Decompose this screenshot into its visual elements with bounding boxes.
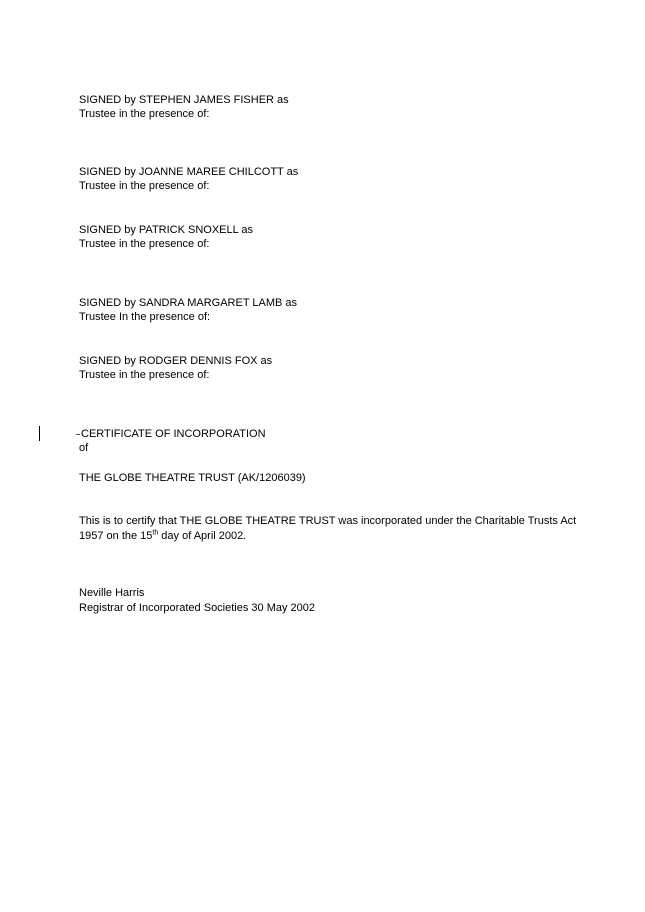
signature-block-3-line-1: SIGNED by PATRICK SNOXELL as <box>79 224 254 236</box>
certificate-ordinal-suffix: th <box>152 529 159 537</box>
signature-block-4-line-1: SIGNED by SANDRA MARGARET LAMB as <box>79 297 298 309</box>
certificate-body-line-2-suffix: day of April 2002. <box>158 530 247 542</box>
signature-block-1-line-1: SIGNED by STEPHEN JAMES FISHER as <box>79 94 289 106</box>
certificate-body-line-2-prefix: 1957 on the 15 <box>79 530 153 542</box>
revision-strike-mark <box>76 434 80 435</box>
signature-block-2-line-2: Trustee in the presence of: <box>79 180 210 192</box>
signature-block-4-line-2: Trustee In the presence of: <box>79 311 211 323</box>
signature-block-5-line-1: SIGNED by RODGER DENNIS FOX as <box>79 355 273 367</box>
signature-block-5-line-2: Trustee in the presence of: <box>79 369 210 381</box>
signature-block-1-line-2: Trustee in the presence of: <box>79 108 210 120</box>
registrar-name: Neville Harris <box>79 587 145 599</box>
certificate-body-line-2 <box>79 529 246 543</box>
revision-change-bar <box>39 426 40 441</box>
signature-block-2-line-1: SIGNED by JOANNE MAREE CHILCOTT as <box>79 166 299 178</box>
certificate-trust-name: THE GLOBE THEATRE TRUST (AK/1206039) <box>79 472 306 484</box>
signature-block-3-line-2: Trustee in the presence of: <box>79 238 210 250</box>
certificate-of-line: of <box>79 442 89 454</box>
certificate-body-line-1: This is to certify that THE GLOBE THEATRE TRUST was incorporated under the Charitable Trusts Act <box>79 515 577 527</box>
certificate-heading: CERTIFICATE OF INCORPORATION <box>81 428 266 440</box>
registrar-title: Registrar of Incorporated Societies 30 May 2002 <box>79 602 316 614</box>
